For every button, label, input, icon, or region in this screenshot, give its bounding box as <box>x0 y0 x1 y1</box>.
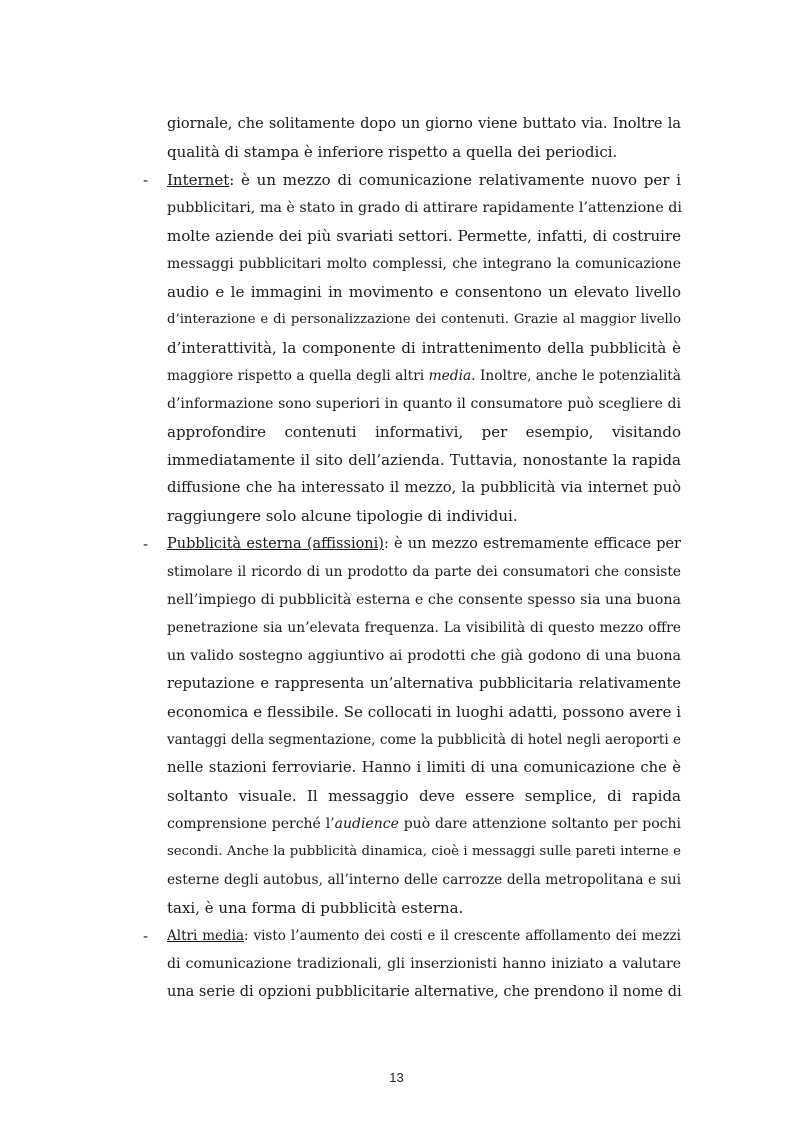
paragraph-line: soltanto visuale. Il messaggio deve essere semplice, di rapida <box>167 787 681 805</box>
bullet-first-line <box>167 922 681 950</box>
paragraph-line: stimolare il ricordo di un prodotto da parte dei consumatori che consiste <box>167 564 681 580</box>
paragraph-line: una serie di opzioni pubblicitarie alternative, che prendono il nome di <box>167 984 682 1000</box>
paragraph-line: di comunicazione tradizionali, gli inserzionisti hanno iniziato a valutare <box>167 956 681 972</box>
paragraph-line: un valido sostegno aggiuntivo ai prodotti che già godono di una buona <box>167 648 681 664</box>
paragraph-line: messaggi pubblicitari molto complessi, che integrano la comunicazione <box>167 256 681 272</box>
paragraph-line: approfondire contenuti informativi, per esempio, visitando <box>167 423 681 441</box>
term-internet: Internet <box>167 171 230 189</box>
italic-term-audience: audience <box>334 816 399 832</box>
text-run: : è un mezzo di comunicazione relativamente nuovo per i <box>229 171 681 189</box>
paragraph-line <box>167 810 681 838</box>
text-run: : è un mezzo estremamente efficace per <box>383 536 681 552</box>
bullet-first-line <box>167 530 681 558</box>
paragraph-line: penetrazione sia un’elevata frequenza. La visibilità di questo mezzo offre <box>167 620 681 636</box>
paragraph-line: d’interattività, la componente di intrattenimento della pubblicità è <box>167 339 681 357</box>
paragraph-line: nell’impiego di pubblicità esterna e che consente spesso sia una buona <box>167 592 681 608</box>
paragraph-line: secondi. Anche la pubblicità dinamica, cioè i messaggi sulle pareti interne e <box>167 844 681 859</box>
paragraph-line: immediatamente il sito dell’azienda. Tuttavia, nonostante la rapida <box>167 451 681 469</box>
paragraph-line: esterne degli autobus, all’interno delle carrozze della metropolitana e sui <box>167 872 681 888</box>
bullet-dash: - <box>143 927 149 945</box>
text-run: . Inoltre, anche le potenzialità <box>471 368 681 384</box>
paragraph-line: nelle stazioni ferroviarie. Hanno i limiti di una comunicazione che è <box>167 759 681 776</box>
term-affissioni: Pubblicità esterna (affissioni) <box>167 536 384 552</box>
page-number: 13 <box>389 1070 404 1085</box>
paragraph-line: diffusione che ha interessato il mezzo, la pubblicità via internet può <box>167 479 681 496</box>
text-run: comprensione perché l’ <box>167 816 335 832</box>
paragraph-line: economica e flessibile. Se collocati in luoghi adatti, possono avere i <box>167 703 681 721</box>
bullet-dash: - <box>143 535 149 553</box>
paragraph-line: reputazione e rappresenta un’alternativa pubblicitaria relativamente <box>167 676 681 692</box>
paragraph-line: vantaggi della segmentazione, come la pubblicità di hotel negli aeroporti e <box>167 732 681 748</box>
paragraph-line: qualità di stampa è inferiore rispetto a quella dei periodici. <box>167 143 618 161</box>
bullet-dash: - <box>143 171 149 189</box>
paragraph-line <box>167 362 681 390</box>
paragraph-line: d’interazione e di personalizzazione dei contenuti. Grazie al maggior livello <box>167 312 681 327</box>
paragraph-line: molte aziende dei più svariati settori. Permette, infatti, di costruire <box>167 227 681 245</box>
text-run: maggiore rispetto a quella degli altri <box>167 368 429 384</box>
paragraph-line: taxi, è una forma di pubblicità esterna. <box>167 899 464 917</box>
paragraph-line: d’informazione sono superiori in quanto il consumatore può scegliere di <box>167 396 681 412</box>
term-altri-media: Altri media <box>167 928 244 944</box>
paragraph-line: audio e le immagini in movimento e consentono un elevato livello <box>167 283 681 301</box>
paragraph-line: giornale, che solitamente dopo un giorno viene buttato via. Inoltre la <box>167 116 681 132</box>
paragraph-line: pubblicitari, ma è stato in grado di attirare rapidamente l’attenzione di <box>167 200 682 216</box>
text-run: : visto l’aumento dei costi e il crescente affollamento dei mezzi <box>244 928 681 944</box>
paragraph-line: raggiungere solo alcune tipologie di individui. <box>167 507 518 525</box>
text-run: può dare attenzione soltanto per pochi <box>398 816 681 832</box>
bullet-first-line <box>167 166 681 194</box>
italic-term-media: media <box>428 368 472 384</box>
